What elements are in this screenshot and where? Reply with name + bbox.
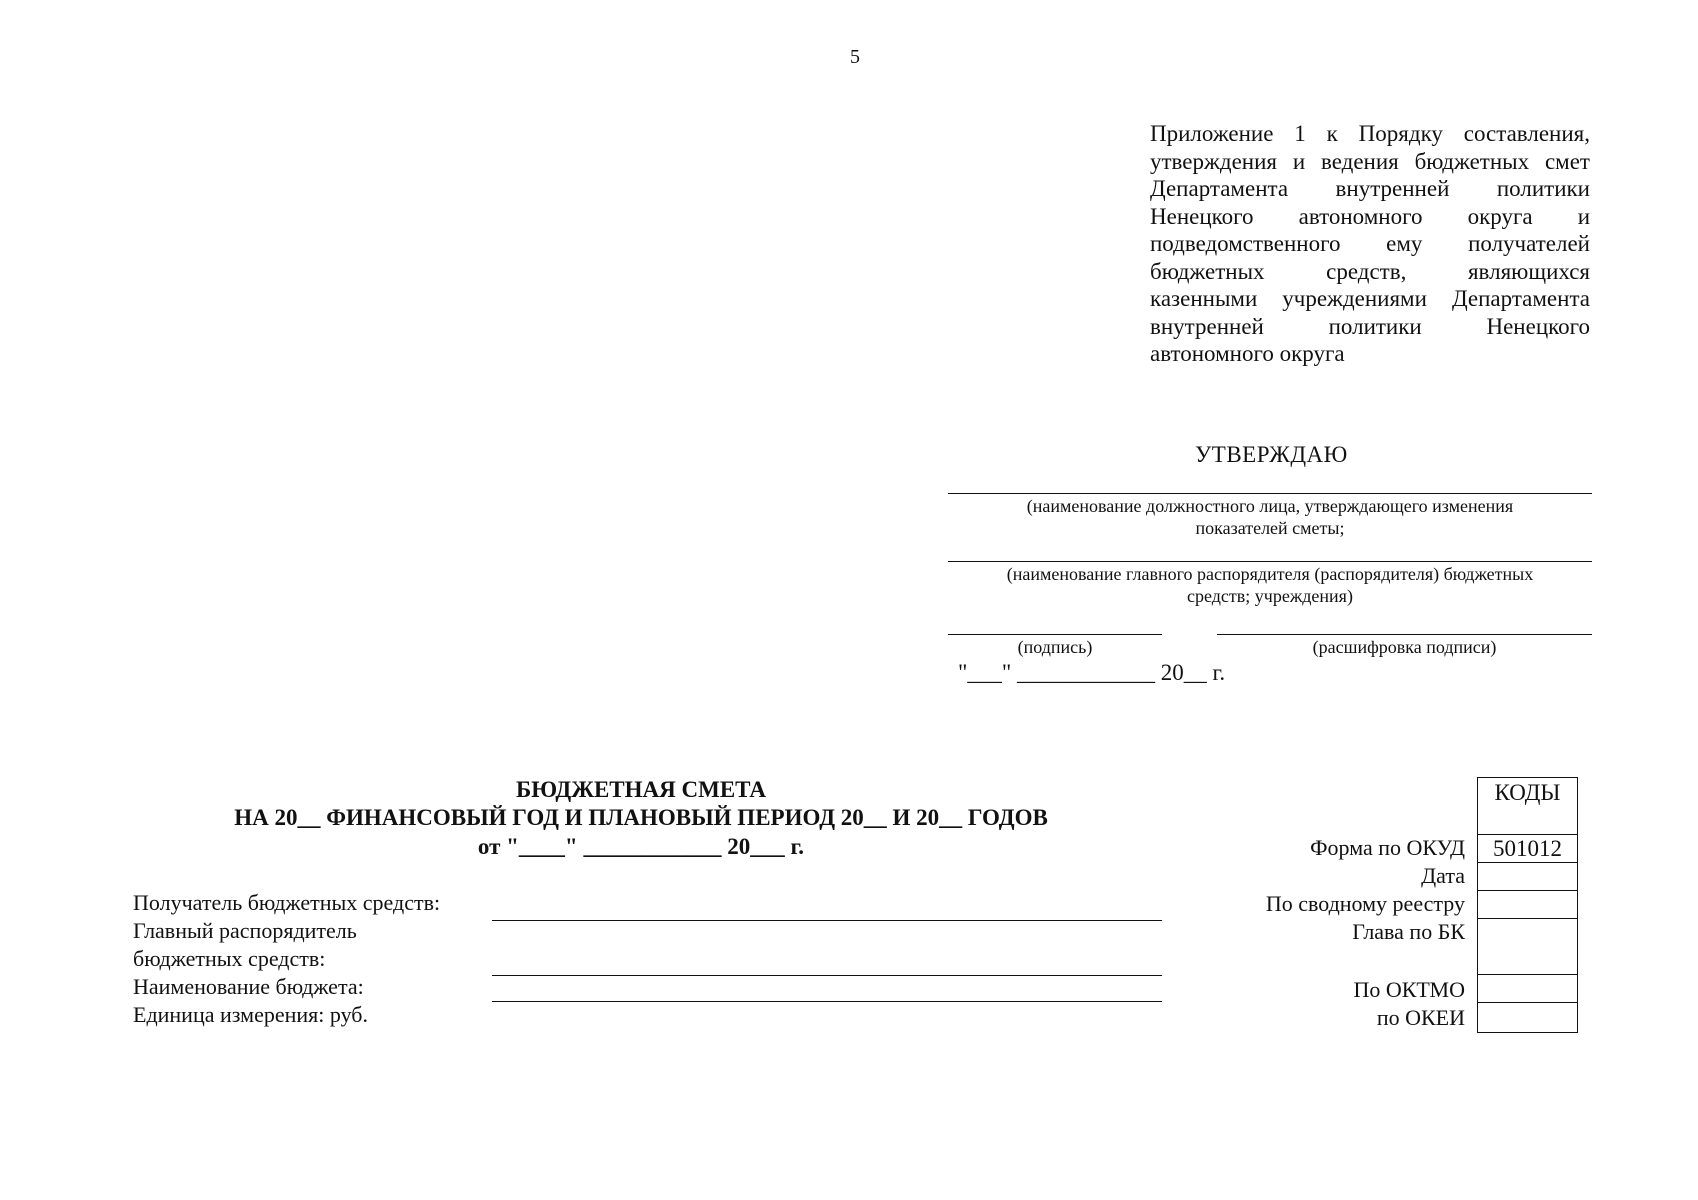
manager-name-line xyxy=(948,561,1592,562)
signature-caption: (подпись) xyxy=(1017,637,1093,657)
budget-line xyxy=(492,1001,1162,1002)
manager-label-1: Главный распорядитель xyxy=(133,918,357,943)
manager-line xyxy=(492,975,1162,976)
oktmo-label: По ОКТМО xyxy=(1353,977,1465,1002)
signature-line xyxy=(948,634,1162,635)
recipient-line xyxy=(492,920,1162,921)
bk-label: Глава по БК xyxy=(1352,919,1465,944)
code-date-cell xyxy=(1478,863,1577,891)
approval-date: "___" ____________ 20__ г. xyxy=(958,660,1226,685)
manager-caption: (наименование главного распорядителя (распорядителя) бюджетных средств; учреждения) xyxy=(1006,564,1534,606)
code-oktmo-cell xyxy=(1478,975,1577,1003)
code-bk-cell xyxy=(1478,919,1577,975)
official-name-line xyxy=(948,493,1592,494)
official-caption: (наименование должностного лица, утверждающего изменения показателей сметы; xyxy=(1026,496,1514,538)
codes-header: КОДЫ xyxy=(1478,778,1577,835)
signature-decode-caption: (расшифровка подписи) xyxy=(1312,637,1497,657)
manager-label-2: бюджетных средств: xyxy=(133,946,326,971)
doc-subtitle: НА 20__ ФИНАНСОВЫЙ ГОД И ПЛАНОВЫЙ ПЕРИОД 20__ И 20__ ГОДОВ xyxy=(234,805,1048,830)
okei-label: по ОКЕИ xyxy=(1376,1005,1465,1030)
registry-label: По сводному реестру xyxy=(1265,891,1465,916)
code-registry-cell xyxy=(1478,891,1577,919)
approval-heading: УТВЕРЖДАЮ xyxy=(1195,442,1348,467)
date-label: Дата xyxy=(1421,863,1465,888)
doc-date: от "____" ____________ 20___ г. xyxy=(477,834,805,859)
codes-table xyxy=(1477,777,1578,1033)
signature-decode-line xyxy=(1217,634,1592,635)
doc-title: БЮДЖЕТНАЯ СМЕТА xyxy=(516,777,766,802)
page-number: 5 xyxy=(850,46,860,68)
unit-label: Единица измерения: руб. xyxy=(133,1002,368,1027)
okud-label: Форма по ОКУД xyxy=(1310,835,1465,860)
code-okei-cell xyxy=(1478,1003,1577,1032)
code-okud-cell: 501012 xyxy=(1478,835,1577,863)
appendix-note: Приложение 1 к Порядку составления, утверждения и ведения бюджетных смет Департамента внутренней политики Ненецкого автономного округа и подведомственного ему получателей бюджетных средств, являющихся казенными учреждениями Департамента внутренней политики Ненецкого автономного округа xyxy=(1150,121,1590,366)
recipient-label: Получатель бюджетных средств: xyxy=(133,890,441,915)
budget-label: Наименование бюджета: xyxy=(133,974,364,999)
